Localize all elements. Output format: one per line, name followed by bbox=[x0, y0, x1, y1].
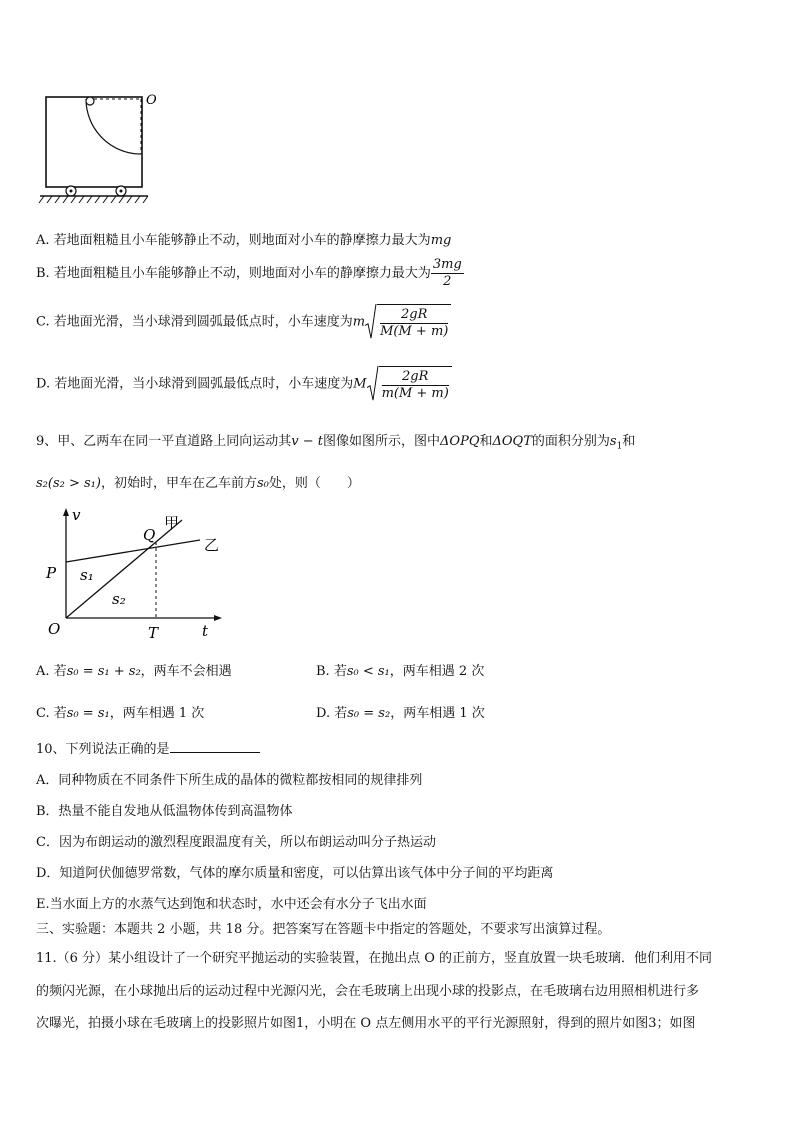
point-q-label: Q bbox=[143, 526, 156, 544]
q10-option-b: B．热量不能自发地从低温物体传到高温物体 bbox=[36, 804, 293, 819]
q9-option-b: B. 若s₀ < s₁，两车相遇 2 次 bbox=[316, 664, 485, 679]
point-p-label: P bbox=[46, 564, 57, 582]
q9-option-c: C. 若s₀ = s₁，两车相遇 1 次 bbox=[36, 706, 205, 721]
axis-v-label: v bbox=[72, 506, 81, 524]
q8-option-c: C. 若地面光滑，当小球滑到圆弧最低点时，小车速度为m $\frac{2gR}{M(M + m)}$ bbox=[36, 304, 451, 340]
vt-graph bbox=[42, 506, 232, 646]
answer-blank bbox=[170, 740, 260, 753]
origin-label: O bbox=[48, 620, 61, 638]
q9-stem-line1: 9、甲、乙两车在同一平直道路上同向运动其v − t图像如图所示，图中ΔOPQ和ΔOQT的面积分别为$s_1$和 bbox=[36, 434, 636, 452]
area-s1-label: s₁ bbox=[80, 566, 94, 584]
square-root: $\frac{2gR}{M(M + m)}$ bbox=[365, 304, 451, 340]
q10-option-e: E.当水面上方的水蒸气达到饱和状态时，水中还会有水分子飞出水面 bbox=[36, 897, 427, 912]
q8-option-b: B. 若地面粗糙且小车能够静止不动，则地面对小车的静摩擦力最大为 $\frac{3mg}{2}$ bbox=[36, 257, 462, 289]
cart-figure bbox=[38, 90, 168, 205]
q11-line-3: 次曝光，拍摄小球在毛玻璃上的投影照片如图1，小明在 O 点左侧用水平的平行光源照射，得到的照片如图3；如图 bbox=[36, 1016, 696, 1031]
q11-line-1: 11.（6 分）某小组设计了一个研究平抛运动的实验装置，在抛出点 O 的正前方，竖直放置一块毛玻璃．他们利用不同 bbox=[36, 951, 713, 966]
q11-line-2: 的频闪光源，在小球抛出后的运动过程中光源闪光，会在毛玻璃上出现小球的投影点，在毛玻璃右边用照相机进行多 bbox=[36, 984, 700, 999]
q8-option-d: D. 若地面光滑，当小球滑到圆弧最低点时，小车速度为M $\frac{2gR}{m(M + m)}$ bbox=[36, 366, 452, 402]
cart-label-o: O bbox=[146, 93, 157, 108]
axis-t-label: t bbox=[202, 622, 209, 640]
square-root: $\frac{2gR}{m(M + m)}$ bbox=[367, 366, 452, 402]
q9-stem-line2: s₂(s₂ > s₁)，初始时，甲车在乙车前方s₀处，则（ ） bbox=[36, 476, 360, 491]
q9-option-d: D. 若s₀ = s₂，两车相遇 1 次 bbox=[316, 706, 485, 721]
fraction: $\frac{3mg}{2}$ bbox=[432, 257, 462, 289]
q10-option-c: C．因为布朗运动的激烈程度跟温度有关，所以布朗运动叫分子热运动 bbox=[36, 835, 436, 850]
section-heading: 三、实验题：本题共 2 小题，共 18 分。把答案写在答题卡中指定的答题处，不要求写出演算过程。 bbox=[36, 922, 611, 937]
q10-option-a: A．同种物质在不同条件下所生成的晶体的微粒都按相同的规律排列 bbox=[36, 773, 423, 788]
line-jia-label: 甲 bbox=[164, 514, 180, 532]
q9-option-a: A. 若s₀ = s₁ + s₂，两车不会相遇 bbox=[36, 664, 232, 679]
point-t-label: T bbox=[148, 624, 159, 642]
q10-stem: 10、下列说法正确的是 bbox=[36, 738, 260, 757]
line-yi-label: 乙 bbox=[204, 536, 220, 554]
q10-option-d: D．知道阿伏伽德罗常数，气体的摩尔质量和密度，可以估算出该气体中分子间的平均距离 bbox=[36, 866, 554, 881]
area-s2-label: s₂ bbox=[112, 590, 126, 608]
q8-option-a: A. 若地面粗糙且小车能够静止不动，则地面对小车的静摩擦力最大为mg bbox=[36, 233, 452, 248]
